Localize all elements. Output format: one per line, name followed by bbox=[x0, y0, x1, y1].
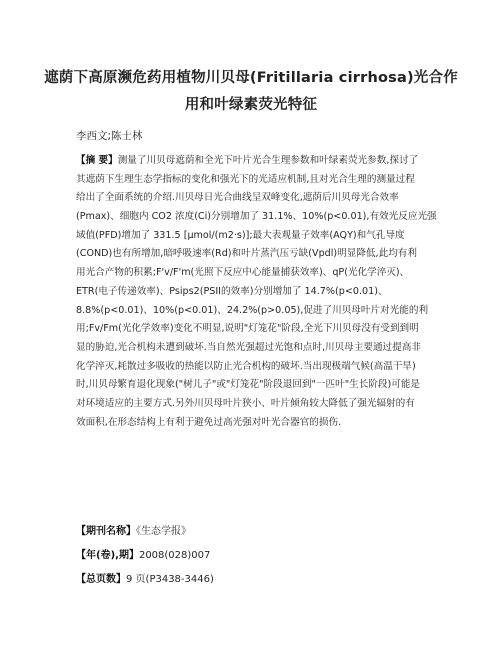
abstract-line: 用;Fv/Fm(光化学效率)变化不明显,说明"灯笼花"阶段,全光下川贝母没有受到到明 bbox=[76, 323, 419, 335]
abstract-line: 化学淬灭,耗散过多吸收的热能以防止光合机构的破坏.当出现极端气候(高温干旱) bbox=[76, 360, 416, 372]
abstract-line: 显的胁迫,光合机构未遭到破坏.当自然光强超过光饱和点时,川贝母主要通过提高非 bbox=[76, 341, 421, 353]
abstract-line: (Pmax)、细胞内 CO2 浓度(Ci)分别增加了 31.1%、10%(p<0.01),有效光反应光强 bbox=[76, 211, 437, 223]
abstract-line: 其遮荫下生理生态学指标的变化和强光下的光适应机制,且对光合生理的测量过程 bbox=[76, 173, 415, 185]
abstract-line: 效面积,在形态结构上有利于避免过高光强对叶光合器官的损伤. bbox=[76, 416, 342, 428]
year-volume-label: 【年(卷),期】 bbox=[76, 550, 139, 561]
abstract-line bbox=[76, 152, 436, 171]
abstract-line: 给出了全面系统的介绍.川贝母日光合曲线呈双峰变化,遮荫后川贝母光合效率 bbox=[76, 192, 399, 204]
abstract-label: 【摘 要】 bbox=[76, 155, 118, 166]
abstract-line: 对环境适应的主要方式.另外川贝母叶片狭小、叶片倾角较大降低了强光辐射的有 bbox=[76, 397, 415, 409]
abstract-line: ETR(电子传递效率)、Psips2(PSII的效率)分别增加了 14.7%(p<0.01)、 bbox=[76, 285, 388, 297]
total-pages-label: 【总页数】 bbox=[76, 574, 126, 585]
abstract-line: (COND)也有所增加,暗呼吸速率(Rd)和叶片蒸汽压亏缺(Vpdl)明显降低,此均有利 bbox=[76, 248, 417, 260]
total-pages-value: 9 页(P3438-3446) bbox=[126, 574, 214, 585]
abstract-line: 域值(PFD)增加了 331.5 [μmol/(m2·s)];最大表观量子效率(AQY)和气孔导度 bbox=[76, 229, 405, 241]
article-title-line-2: 用和叶绿素荧光特征 bbox=[184, 97, 318, 113]
abstract-line: 8.8%(p<0.01)、10%(p<0.01)、24.2%(p>0.05),促进了川贝母叶片对光能的利 bbox=[76, 304, 429, 316]
journal-name-row bbox=[76, 522, 191, 537]
journal-name-value: 《生态学报》 bbox=[136, 526, 191, 537]
abstract bbox=[76, 152, 436, 432]
year-volume-row bbox=[76, 546, 210, 561]
authors: 李西文;陈士林 bbox=[76, 130, 143, 142]
total-pages-row bbox=[76, 570, 214, 585]
abstract-line: 用光合产物的积累;F'v/F'm(光照下反应中心能量捕获效率)、qP(光化学淬灭)、 bbox=[76, 267, 410, 279]
article-title-line-1: 遮荫下高原濒危药用植物川贝母(Fritillaria cirrhosa)光合作 bbox=[44, 70, 458, 86]
journal-name-label: 【期刊名称】 bbox=[76, 526, 136, 537]
abstract-line: 时,川贝母繁育退化现象("树儿子"或"灯笼花"阶段退回到"一匹叶"生长阶段)可能是 bbox=[76, 379, 421, 391]
year-volume-value: 2008(028)007 bbox=[138, 550, 211, 561]
abstract-text: 测量了川贝母遮荫和全光下叶片光合生理参数和叶绿素荧光参数,探讨了 bbox=[117, 155, 419, 166]
